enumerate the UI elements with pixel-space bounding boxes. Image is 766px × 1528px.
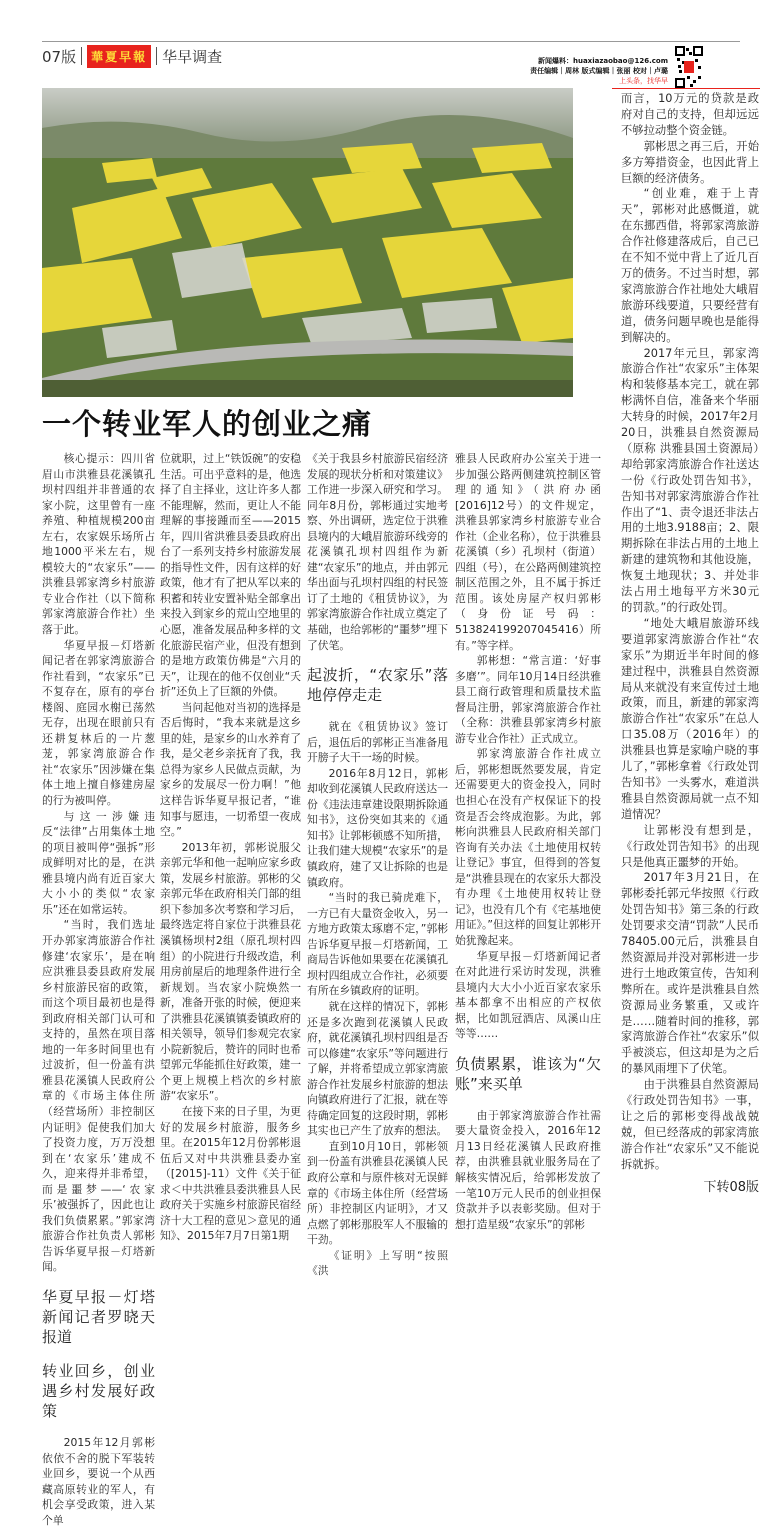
subheading: 转业回乡，创业遇乡村发展好政策 (42, 1361, 155, 1420)
paragraph: 2015年12月郭彬依依不舍的脱下军装转业回乡，要说一个从西藏高原转业的军人，有机会享受政策，进入某个单 (42, 1435, 155, 1527)
paragraph: 位就职，过上“铁饭碗”的安稳生活。可出乎意料的是，他选择了自主择业，这让许多人都不能理解，然而，更让人不能理解的事接踵而至——2015年，四川省洪雅县委县政府出台了一系列支持乡村旅游发展的指导性文件，因有这样的好政策，他才有了把从军以来的积蓄和转业安置补贴全部拿出来投入到家乡的荒山空地里的心愿，准备发展品种多样的文化旅游民宿产业，但没有想到的是地方政策仿佛是“六月的天”，让现在的他不仅创业“夭折”还负上了巨额的外债。 (160, 452, 301, 699)
article-column-2 (160, 451, 301, 1244)
qr-code-icon (675, 46, 703, 88)
paragraph: 就在这样的情况下，郭彬还是多次跑到花溪镇人民政府，就花溪镇孔坝村四组是否可以修建“农家乐”等问题进行了解，并将希望成立郭家湾旅游合作社发展乡村旅游的想法向镇政府进行了汇报，就在等待确定回复的这段时期，郭彬其实也已产生了放弃的想法。 (307, 999, 448, 1138)
slogan: 上头条，找华早 (619, 77, 668, 85)
divider (156, 47, 157, 65)
paragraph: 由于郭家湾旅游合作社需要大量资金投入，2016年12月13日经花溪镇人民政府推荐，由洪雅县就业服务局在了解核实情况后，给郭彬发放了一笔10万元人民币的创业担保贷款并予以表彰奖励。但对于想打造星级“农家乐”的郭彬 (455, 1108, 601, 1231)
paragraph: 郭彬思之再三后，开始多方筹措资金，也因此背上巨额的经济债务。 (621, 139, 759, 185)
article-column-1 (42, 451, 155, 1528)
paragraph: 雅县人民政府办公室关于进一步加强公路两侧建筑控制区管理的通知》（洪府办函[2016]12号）的文件规定，洪雅县郭家湾乡村旅游专业合作社（企业名称），位于洪雅县花溪镇（乡）孔坝村（街道）四组（号），在公路两侧建筑控制区范围之外，且不属于拆迁范围。该处房屋产权归郭彬（身份证号码：513824199207045416）所有。”等字样。 (455, 452, 601, 652)
subheading: 负债累累，谁该为“欠账”来买单 (455, 1054, 601, 1093)
paragraph: 郭家湾旅游合作社成立后，郭彬想既然要发展，肯定还需要更大的资金投入，同时也担心在没有产权保证下的投资是否会终成泡影。为此，郭彬向洪雅县人民政府相关部门咨询有关办法《土地使用权转让登记》事宜，但得到的答复是“洪雅县现在的农家乐大都没有办理《土地使用权转让登记》，也没有几个有《宅基地使用证》。”但这样的回复让郭彬开始犹豫起来。 (455, 747, 601, 947)
paragraph: 《证明》上写明“按照《洪 (307, 1248, 448, 1278)
section-name: 华早调查 (162, 47, 223, 66)
subheading: 起波折，“农家乐”落地停停走走 (307, 666, 448, 705)
continued-on-page: 下转08版 (703, 1179, 759, 1195)
paragraph: 2013年初，郭彬说服父亲郭元华和他一起响应家乡政策，发展乡村旅游。郭彬的父亲郭元华在政府相关门部的组织下参加多次考察和学习后，最终选定将自家位于洪雅县花溪镇杨坝村2组（原孔坝村四组）的小院进行升级改造，利用房前屋后的地理条件进行全新规划。当农家小院焕然一新，准备开张的时候，便迎来了洪雅县花溪镇镇委镇政府的相关领导，领导们参观完农家小院新貌后，赞许的同时也希望郭元华能抓住好政策，建一个更上规模上档次的乡村旅游“农家乐”。 (160, 840, 301, 1103)
page-header (42, 45, 222, 67)
aerial-photo-rapeseed-fields (42, 88, 573, 397)
paragraph: “当时的我已骑虎难下，一方已有大量资金收入，另一方地方政策太琢磨不定，”郭彬告诉华夏早报－灯塔新闻，工商局告诉他如果要在花溪镇孔坝村四组成立合作社，必须要有所在乡镇政府的证明。 (307, 891, 448, 998)
paragraph: 在接下来的日子里，为更好的发展乡村旅游，服务乡里。在2015年12月份郭彬退伍后又对中共洪雅县委办室（[2015]-11）文件《关于征求＜中共洪雅县委洪雅县人民政府关于实施乡村旅游民宿经济十大工程的意见＞意见的通知》、2015年7月7日第1期 (160, 1104, 301, 1243)
masthead-info (530, 56, 668, 86)
paragraph: 由于洪雅县自然资源局《行政处罚告知书》一事，让之后的郭彬变得战战兢兢，但已经落成的郭家湾旅游合作社“农家乐”又不能说拆就拆。 (621, 1078, 759, 1171)
paragraph: 而言，10万元的贷款是政府对自己的支持，但却远远不够拉动整个资金链。 (621, 92, 759, 137)
paragraph: 2017年3月21日，在郭彬委托郭元华按照《行政处罚告知书》第三条的行政处罚要求交清“罚款”人民币78405.00元后，洪雅县自然资源局并没对郭彬进一步进行土地政策宣传，告知利弊所在。或许是洪雅县自然资源局业务繁重，又或许是……随着时间的推移，郭家湾旅游合作社“农家乐”似乎被淡忘，但这却是为之后的暴风雨埋下了伏笔。 (621, 871, 759, 1076)
page-number: 07版 (42, 47, 77, 66)
red-rule (612, 88, 760, 89)
paragraph: 直到10月10日，郭彬领到一份盖有洪雅县花溪镇人民政府公章和与原件核对无误鲜章的《市场主体住所（经营场所）非控制区内证明》，才又点燃了郭彬那股军人不服输的干劲。 (307, 1139, 448, 1247)
paragraph: 2016年8月12日，郭彬却收到花溪镇人民政府送达一份《违法违章建设限期拆除通知书》，这份突如其来的《通知书》让郭彬顿感不知所措，让我们建大规模“农家乐”的是镇政府，建了又让拆除的也是镇政府。 (307, 766, 448, 889)
paragraph: “创业难，难于上青天”，郭彬对此感慨道，就在东挪西借，将郭家湾旅游合作社修建落成后，自己已在不知不觉中背上了近几百万的债务。不过当时想，郭家湾旅游合作社地处大峨眉旅游环线要道，只要经营有道，债务问题早晚也是能得到解决的。 (621, 187, 759, 344)
news-tip-email: 新闻爆料：huaxiazaobao@126.com (537, 57, 668, 65)
divider (81, 47, 82, 65)
paragraph: “当时，我们选址开办郭家湾旅游合作社修建‘农家乐’，是在响应洪雅县委县政府发展乡村旅游民宿的政策，而这个项目最初也是得到政府相关部门认可和支持的，虽然在项目落地的一年多时间里也有过波折，但一份盖有洪雅县花溪镇人民政府公章的《市场主体住所（经营场所）非控制区内证明》促使我们加大了投资力度，万万没想到在‘农家乐’建成不久，迎来得并非希望，而是噩梦——‘农家乐’被强拆了，因此也让我们负债累累。”郭家湾旅游合作社负责人郭彬告诉华夏早报－灯塔新闻。 (42, 918, 155, 1274)
paragraph: 与这一涉嫌违反“法律”占用集体土地的项目被叫停“强拆”形成鲜明对比的是，在洪雅县境内尚有近百家大大小小的类似“农家乐”还在如常运转。 (42, 809, 155, 916)
article-column-5 (621, 91, 759, 1197)
paragraph: 华夏早报－灯塔新闻记者在郭家湾旅游合作社看到，“农家乐”已不复存在，原有的亭台楼阁、庭园水榭已荡然无存，出现在眼前只有还耕复林后的一片葱茏，郭家湾旅游合作社“农家乐”因涉嫌在集体土地上擅自修建房屋的行为被叫停。 (42, 638, 155, 808)
paragraph: 当问起他对当初的选择是否后悔时，“我本来就是这乡里的娃，是家乡的山水养育了我，是父老乡亲抚育了我，我总得为家乡人民做点贡献，为家乡的发展尽一份力啊！”他这样告诉华夏早报记者，“谁知事与愿违，一切希望一夜成空。” (160, 700, 301, 839)
article-column-4 (455, 451, 601, 1232)
paragraph: 核心提示：四川省眉山市洪雅县花溪镇孔坝村四组并非普通的农家小院，这里曾有一座养殖、种植规模200亩左右，农家娱乐场所占地1000平米左右，规模较大的“农家乐”——洪雅县郭家湾乡村旅游专业合作社（以下简称郭家湾旅游合作社）坐落于此。 (42, 452, 155, 637)
paragraph: 就在《租赁协议》签订后，退伍后的郭彬正当准备甩开膀子大干一场的时候。 (307, 720, 448, 765)
article-column-3 (307, 451, 448, 1279)
paragraph: 郭彬想：“常言道：‘好事多磨’”。同年10月14日经洪雅县工商行政管理和质量技术监督局注册，郭家湾旅游合作社（全称：洪雅县郭家湾乡村旅游专业合作社）正式成立。 (455, 654, 601, 745)
paragraph: 让郭彬没有想到是，《行政处罚告知书》的出现只是他真正噩梦的开始。 (621, 823, 759, 869)
paragraph: 2017年元旦，郭家湾旅游合作社“农家乐”主体架构和装修基本完工，就在郭彬满怀自信，准备来个华丽大转身的时候，2017年2月20日，洪雅县自然资源局（原称 洪雅县国土资源局）却给郭家湾旅游合作社送达一份《行政处罚告知书》，告知书对郭家湾旅游合作社作出了“1、责令退还非法占用的土地3.9188亩；2、限期拆除在非法占用的土地上新建的建筑物和其他设施，恢复土地现状；3、并处非法占用土地每平方米30元的罚款。”的行政处罚。 (621, 346, 759, 614)
paragraph: 《关于我县乡村旅游民宿经济发展的现状分析和对策建议》工作进一步深入研究和学习。同年8月份，郭彬通过实地考察、外出调研，选定位于洪雅县境内的大峨眉旅游环线旁的花溪镇孔坝村四组作为新建“农家乐”的地点，并由郭元华出面与孔坝村四组的村民签订了土地的《租赁协议》，为郭家湾旅游合作社成立奠定了基础，也给郭彬的“噩梦”埋下了伏笔。 (307, 452, 448, 652)
paragraph: “地处大峨眉旅游环线要道郭家湾旅游合作社“农家乐”为期近半年时间的修建过程中，洪雅县自然资源局从来就没有来宣传过土地政策，而且，新建的郭家湾旅游合作社“农家乐”在总人口35.08万（2016年）的洪雅县也算是家喻户晓的事儿了，”郭彬拿着《行政处罚告知书》一头雾水，难道洪雅县自然资源局就一点不知道情况？ (621, 616, 759, 821)
article-headline: 一个转业军人的创业之痛 (42, 407, 373, 441)
top-rule (42, 41, 740, 42)
subheading: 华夏早报－灯塔新闻记者罗晓天 报道 (42, 1287, 155, 1346)
paragraph: 华夏早报－灯塔新闻记者在对此进行采访时发现，洪雅县境内大大小小近百家农家乐基本都拿不出相应的产权依据，比如凯冠酒店、凤溪山庄等等…… (455, 949, 601, 1041)
editors-credit: 责任编辑｜周林 版式编辑｜张丽 校对｜卢璐 (530, 67, 668, 75)
newspaper-logo: 華夏早報 (87, 45, 151, 68)
